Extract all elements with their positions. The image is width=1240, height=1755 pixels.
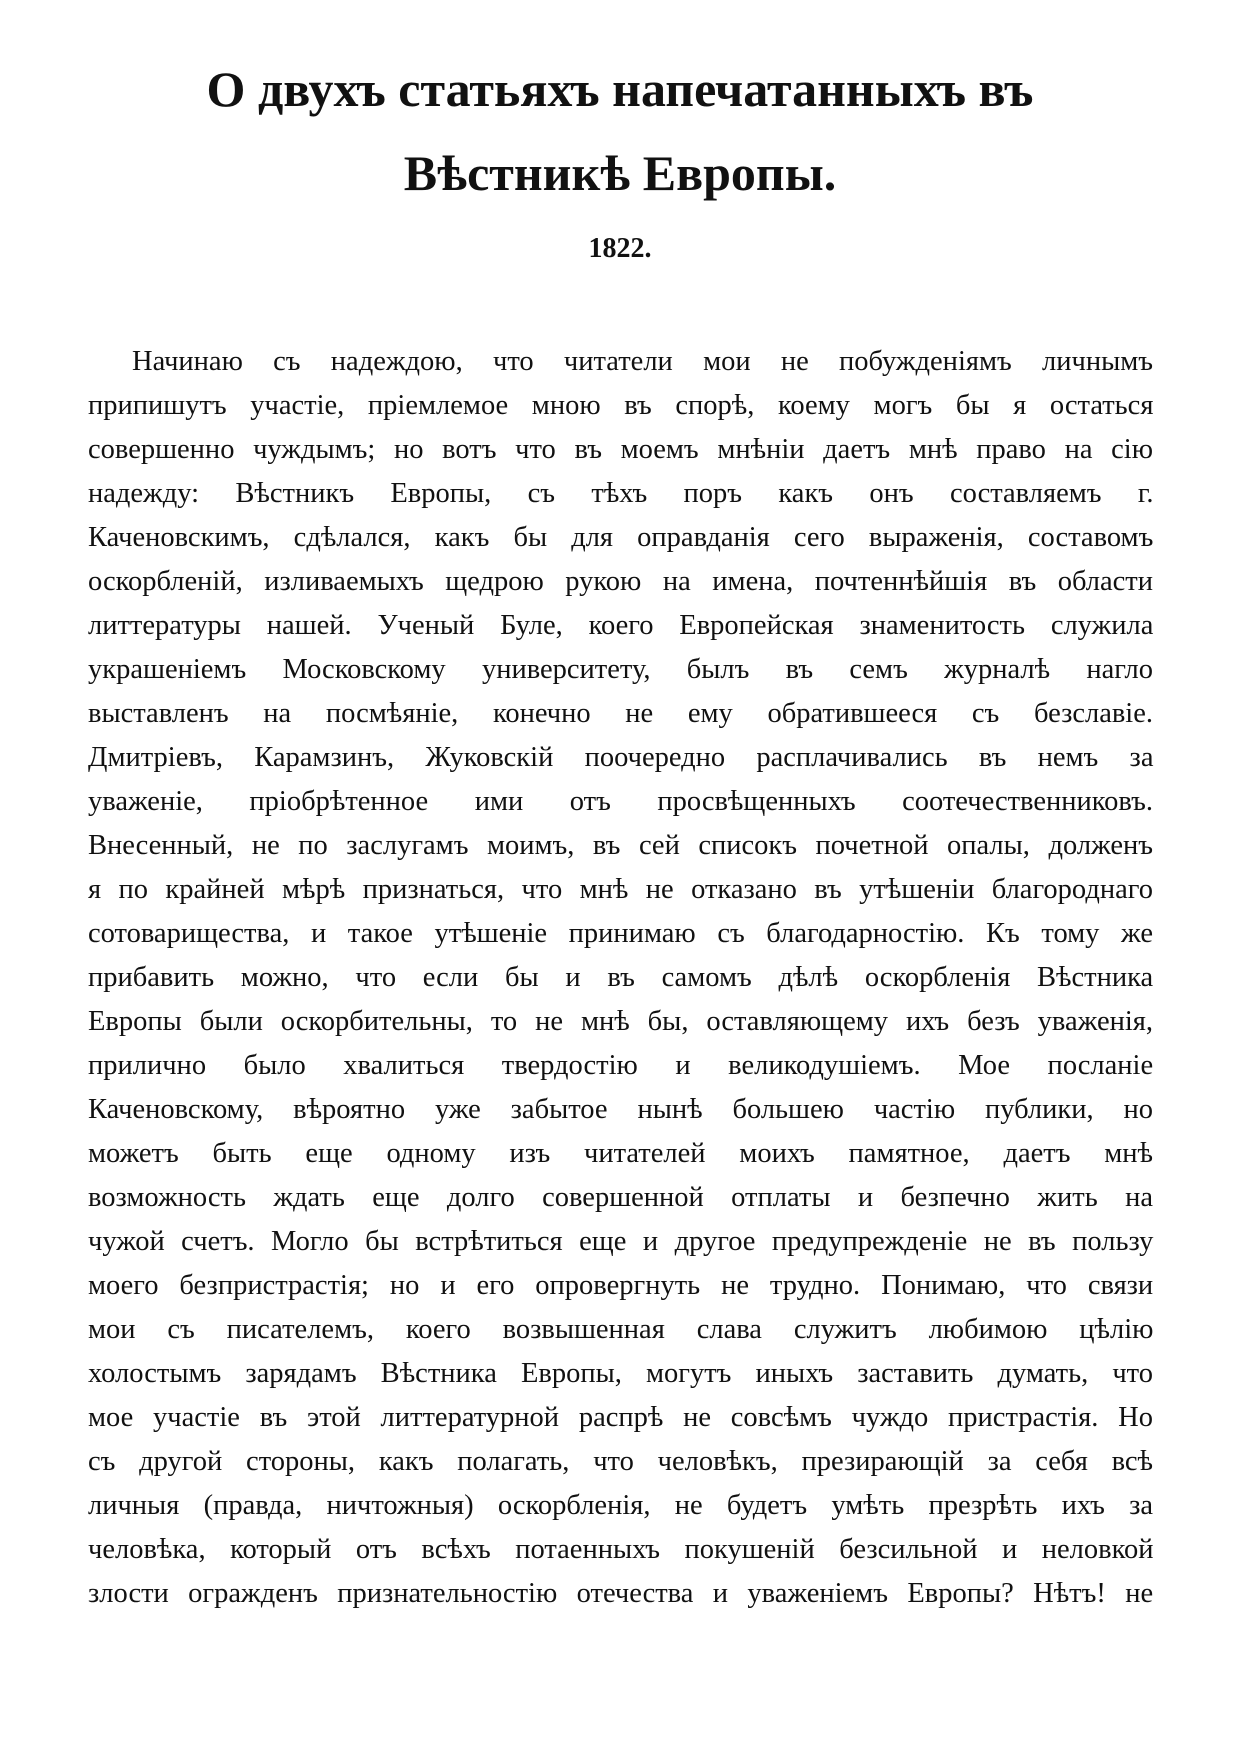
- year-heading: 1822.: [588, 233, 652, 264]
- text-line: мои съ писателемъ, коего возвышенная слава служитъ любимою цѣлію: [88, 1314, 1154, 1345]
- text-line: злости огражденъ признательностію отечества и уваженіемъ Европы? Нѣтъ! не: [88, 1578, 1154, 1609]
- text-line: выставленъ на посмѣяніе, конечно не ему обратившееся съ безславіе.: [88, 698, 1153, 729]
- text-line: украшеніемъ Московскому университету, былъ въ семъ журналѣ нагло: [88, 654, 1153, 685]
- text-line: Каченовскому, вѣроятно уже забытое нынѣ большею частію публики, но: [88, 1094, 1153, 1125]
- text-line: можетъ быть еще одному изъ читателей моихъ памятное, даетъ мнѣ: [88, 1138, 1154, 1169]
- text-line: возможность ждать еще долго совершенной отплаты и безпечно жить на: [88, 1182, 1153, 1213]
- text-line: оскорбленій, изливаемыхъ щедрою рукою на имена, почтеннѣйшія въ области: [88, 566, 1153, 597]
- text-line: прибавить можно, что если бы и въ самомъ дѣлѣ оскорбленія Вѣстника: [88, 962, 1154, 993]
- text-line: Дмитріевъ, Карамзинъ, Жуковскій поочередно расплачивались въ немъ за: [88, 742, 1154, 773]
- text-line: холостымъ зарядамъ Вѣстника Европы, могутъ иныхъ заставить думать, что: [88, 1358, 1153, 1389]
- text-line: личныя (правда, ничтожныя) оскорбленія, не будетъ умѣть презрѣть ихъ за: [88, 1490, 1153, 1521]
- text-line: Каченовскимъ, сдѣлался, какъ бы для оправданія сего выраженія, составомъ: [88, 522, 1154, 553]
- text-line: мое участіе въ этой литтературной распрѣ не совсѣмъ чуждо пристрастія. Но: [88, 1402, 1153, 1433]
- title-line-2: Вѣстникѣ Европы.: [403, 145, 837, 201]
- text-line: съ другой стороны, какъ полагать, что человѣкъ, презирающій за себя всѣ: [88, 1446, 1153, 1477]
- text-line: Внесенный, не по заслугамъ моимъ, въ сей списокъ почетной опалы, долженъ: [88, 830, 1153, 861]
- body-paragraph: [88, 340, 1153, 1616]
- text-line: надежду: Вѣстникъ Европы, съ тѣхъ поръ какъ онъ составляемъ г.: [88, 478, 1154, 509]
- text-line: уваженіе, пріобрѣтенное ими отъ просвѣщенныхъ соотечественниковъ.: [88, 786, 1153, 817]
- text-line: человѣка, который отъ всѣхъ потаенныхъ покушеній безсильной и неловкой: [88, 1534, 1154, 1565]
- title-line-1: О двухъ статьяхъ напечатанныхъ въ: [206, 61, 1034, 117]
- text-line: Европы были оскорбительны, то не мнѣ бы, оставляющему ихъ безъ уваженія,: [88, 1006, 1153, 1037]
- text-line: чужой счетъ. Могло бы встрѣтиться еще и другое предупрежденіе не въ пользу: [88, 1226, 1154, 1257]
- text-line: я по крайней мѣрѣ признаться, что мнѣ не отказано въ утѣшеніи благороднаго: [88, 874, 1153, 905]
- text-line: совершенно чуждымъ; но вотъ что въ моемъ мнѣніи даетъ мнѣ право на сію: [88, 434, 1153, 465]
- text-line: Начинаю съ надеждою, что читатели мои не побужденіямъ личнымъ: [132, 346, 1153, 377]
- text-line: литтературы нашей. Ученый Буле, коего Европейская знаменитость служила: [88, 610, 1154, 641]
- text-line: сотоварищества, и такое утѣшеніе принимаю съ благодарностію. Къ тому же: [88, 918, 1153, 949]
- text-line: моего безпристрастія; но и его опровергнуть не трудно. Понимаю, что связи: [88, 1270, 1154, 1301]
- text-line: припишутъ участіе, пріемлемое мною въ спорѣ, коему могъ бы я остаться: [88, 390, 1154, 421]
- text-line: прилично было хвалиться твердостію и великодушіемъ. Мое посланіе: [88, 1050, 1154, 1081]
